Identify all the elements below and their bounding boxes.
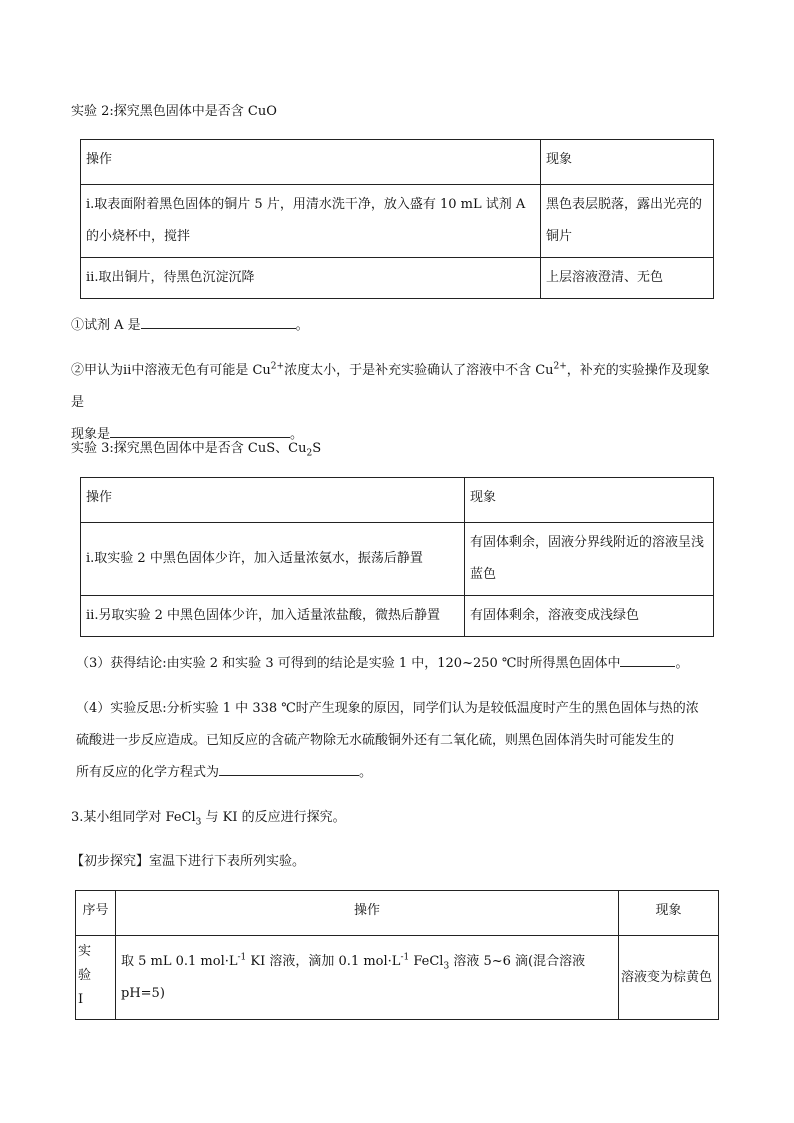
exp-i-table <box>75 890 719 1020</box>
question-1: ①试剂 A 是 。 <box>71 310 721 342</box>
row-operation: i.取实验 2 中黑色固体少许，加入适量浓氨水，振荡后静置 <box>81 523 465 596</box>
table-row <box>81 596 714 637</box>
row-observation: 溶液变为棕黄色 <box>619 936 719 1020</box>
row-observation: 上层溶液澄清、无色 <box>541 258 714 299</box>
table-row <box>76 936 719 1020</box>
answer-blank[interactable] <box>219 759 359 776</box>
section-heading: 【初步探究】室温下进行下表所列实验。 <box>71 854 306 869</box>
question-4: （4）实验反思:分析实验 1 中 338 ℃时产生现象的原因，同学们认为是较低温度时产生的黑色固体与热的浓 硫酸进一步反应造成。已知反应的含硫产物除无水硫酸铜外还有二氧化硫，则黑色固体消失时可能发生的 所有反应的化学方程式为 。 <box>76 701 699 780</box>
exp2-title: 实验 2:探究黑色固体中是否含 CuO <box>71 104 277 119</box>
table-header-row <box>81 140 714 185</box>
row-operation: 取 5 mL 0.1 $mol\cdot L^{-1}$ KI 溶液，滴加 0.1 $mol\cdot L^{-1}$ FeCl$_3$ 溶液 5~6 滴(混合溶液 pH=5) <box>116 936 619 1020</box>
table-header-row <box>76 891 719 936</box>
problem-3-title: 3.某小组同学对 FeCl$_3$ 与 KI 的反应进行探究。 <box>71 810 346 828</box>
row-operation: ⅱ.另取实验 2 中黑色固体少许，加入适量浓盐酸，微热后静置 <box>81 596 465 637</box>
answer-blank[interactable] <box>620 650 675 667</box>
header-operation: 操作 <box>81 478 465 523</box>
header-observation: 现象 <box>619 891 719 936</box>
table-row <box>81 258 714 299</box>
header-id: 序号 <box>76 891 116 936</box>
header-operation: 操作 <box>81 140 541 185</box>
row-operation: i.取表面附着黑色固体的铜片 5 片，用清水洗干净，放入盛有 10 mL 试剂 A 的小烧杯中，搅拌 <box>81 185 541 258</box>
exp3-title: 实验 3:探究黑色固体中是否含 CuS、$Cu_2S$ <box>71 441 322 459</box>
exp2-table <box>80 139 714 299</box>
table-row <box>81 185 714 258</box>
table-row <box>81 523 714 596</box>
header-observation: 现象 <box>465 478 714 523</box>
header-observation: 现象 <box>541 140 714 185</box>
row-observation: 有固体剩余，溶液变成浅绿色 <box>465 596 714 637</box>
header-operation: 操作 <box>116 891 619 936</box>
row-id: 实 验 I <box>76 936 116 1020</box>
question-3: （3）获得结论:由实验 2 和实验 3 可得到的结论是实验 1 中，120~250 ℃时所得黑色固体中 。 <box>76 648 726 680</box>
answer-blank[interactable] <box>141 312 296 329</box>
row-observation: 黑色表层脱落，露出光亮的铜片 <box>541 185 714 258</box>
exp3-table <box>80 477 714 637</box>
row-operation: ⅱ.取出铜片，待黑色沉淀沉降 <box>81 258 541 299</box>
row-observation: 有固体剩余，固液分界线附近的溶液呈浅蓝色 <box>465 523 714 596</box>
table-header-row <box>81 478 714 523</box>
question-2: ②甲认为ⅱ中溶液无色有可能是 $Cu^{2+}$浓度太小，于是补充实验确认了溶液中不含 $Cu^{2+}$，补充的实验操作及现象是 现象是 。 <box>71 361 710 442</box>
